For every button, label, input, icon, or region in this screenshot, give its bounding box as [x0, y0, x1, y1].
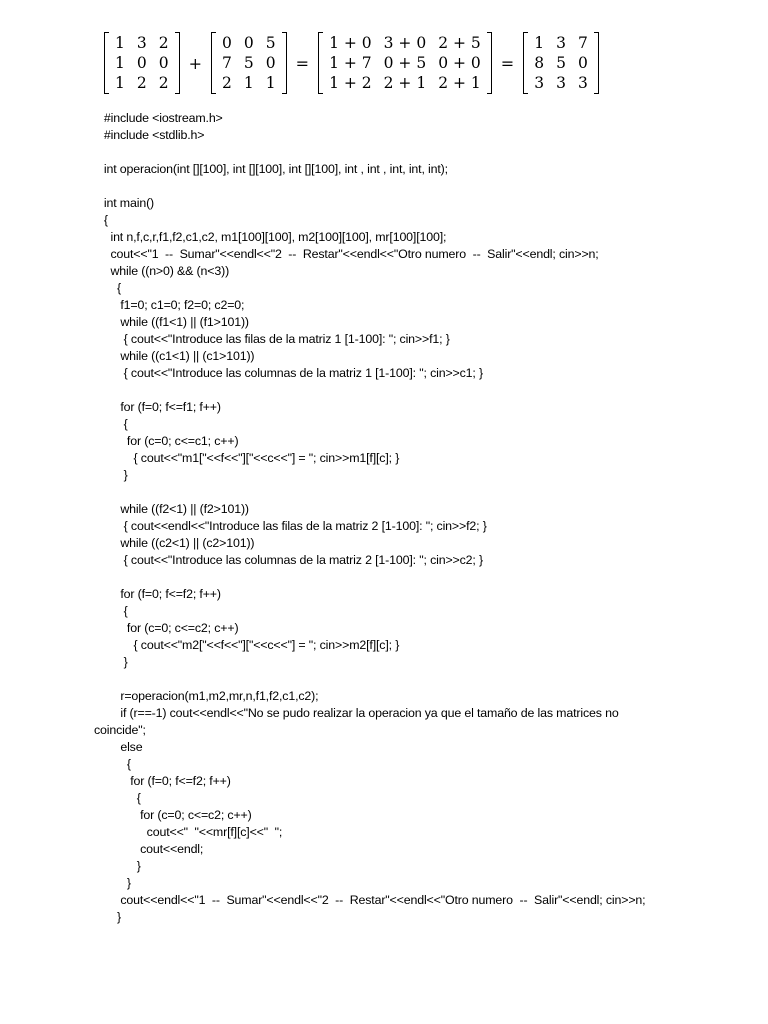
equals-operator: = — [500, 53, 515, 73]
code-line — [94, 144, 645, 161]
matrix-cell: 5 — [265, 34, 276, 52]
code-line: { cout<<endl<<"Introduce las filas de la matriz 2 [1-100]: "; cin>>f2; } — [94, 519, 487, 533]
code-line: else — [94, 740, 143, 754]
code-line: int n,f,c,r,f1,f2,c1,c2, m1[100][100], m2[100][100], mr[100][100]; — [94, 230, 447, 244]
code-line: while ((c2<1) || (c2>101)) — [94, 536, 255, 550]
code-line: int main() — [94, 196, 155, 210]
matrix-cell: 1 — [115, 54, 125, 72]
code-line: while ((f2<1) || (f2>101)) — [94, 502, 249, 516]
matrix-cell: 7 — [222, 54, 232, 72]
matrix-cell: 1 — [115, 34, 125, 52]
matrix-cell: 1 + 0 — [329, 34, 372, 52]
code-line: #include <stdlib.h> — [94, 128, 205, 142]
matrix-equation — [104, 32, 599, 94]
matrix-cell: 5 — [243, 54, 254, 72]
matrix-cell: 2 — [158, 34, 169, 52]
matrix-row — [528, 73, 594, 93]
equals-operator: = — [295, 53, 310, 73]
matrix-cell: 3 — [534, 74, 545, 92]
matrix-cell: 1 — [243, 74, 254, 92]
matrix-cell: 5 — [556, 54, 566, 72]
matrix-cell: 0 — [265, 54, 276, 72]
code-line — [94, 569, 645, 586]
code-line: for (c=0; c<=c1; c++) — [94, 434, 239, 448]
code-line: for (c=0; c<=c2; c++) — [94, 808, 252, 822]
code-line: } — [94, 876, 131, 890]
matrix-cell: 3 — [577, 74, 588, 92]
matrix-row — [109, 73, 175, 93]
matrix-row — [216, 53, 282, 73]
code-line: if (r==-1) cout<<endl<<"No se pudo realizar la operacion ya que el tamaño de las matrices no — [94, 706, 619, 720]
matrix-cell: 2 + 5 — [438, 34, 481, 52]
code-line: for (f=0; f<=f2; f++) — [94, 587, 221, 601]
matrix-cell: 1 + 2 — [329, 74, 372, 92]
code-line — [94, 671, 645, 688]
code-line: { cout<<"m2["<<f<<"]["<<c<<"] = "; cin>>m2[f][c]; } — [94, 638, 400, 652]
matrix-b — [211, 32, 287, 94]
matrix-cell: 0 — [158, 54, 169, 72]
code-line: { — [94, 417, 128, 431]
matrix-result — [523, 32, 599, 94]
matrix-cell: 3 — [556, 74, 566, 92]
code-line: { — [94, 281, 122, 295]
matrix-cell: 2 — [222, 74, 232, 92]
matrix-cell: 0 — [243, 34, 254, 52]
matrix-cell: 8 — [534, 54, 545, 72]
matrix-cell: 0 — [577, 54, 588, 72]
matrix-cell: 1 — [534, 34, 545, 52]
code-line: for (f=0; f<=f2; f++) — [94, 774, 231, 788]
matrix-row — [109, 33, 175, 53]
code-line: { cout<<"Introduce las columnas de la matriz 2 [1-100]: "; cin>>c2; } — [94, 553, 483, 567]
matrix-row — [109, 53, 175, 73]
code-line: #include <iostream.h> — [94, 111, 223, 125]
code-line: { — [94, 213, 108, 227]
matrix-cell: 0 — [136, 54, 147, 72]
code-line: cout<<"1 -- Sumar"<<endl<<"2 -- Restar"<<endl<<"Otro numero -- Salir"<<endl; cin>>n; — [94, 247, 599, 261]
code-line: cout<<endl<<"1 -- Sumar"<<endl<<"2 -- Restar"<<endl<<"Otro numero -- Salir"<<endl; cin>>n; — [94, 893, 646, 907]
code-line: } — [94, 859, 141, 873]
matrix-row — [216, 73, 282, 93]
code-line: } — [94, 655, 128, 669]
code-line: { cout<<"Introduce las filas de la matriz 1 [1-100]: "; cin>>f1; } — [94, 332, 450, 346]
code-line: for (c=0; c<=c2; c++) — [94, 621, 239, 635]
code-line: while ((f1<1) || (f1>101)) — [94, 315, 249, 329]
matrix-cell: 1 + 7 — [329, 54, 372, 72]
code-line — [94, 484, 645, 501]
matrix-cell: 3 — [136, 34, 147, 52]
matrix-a — [104, 32, 180, 94]
matrix-cell: 1 — [115, 74, 125, 92]
matrix-cell: 2 + 1 — [438, 74, 481, 92]
plus-operator: + — [188, 53, 203, 73]
matrix-cell: 2 — [136, 74, 147, 92]
code-line: } — [94, 910, 122, 924]
code-line: int operacion(int [][100], int [][100], int [][100], int , int , int, int, int); — [94, 162, 448, 176]
code-line: { — [94, 757, 131, 771]
matrix-cell: 7 — [577, 34, 588, 52]
matrix-cell: 0 + 0 — [438, 54, 481, 72]
matrix-row — [528, 33, 594, 53]
code-line — [94, 382, 645, 399]
matrix-cell: 1 — [265, 74, 276, 92]
code-line: cout<<" "<<mr[f][c]<<" "; — [94, 825, 283, 839]
matrix-cell: 3 + 0 — [383, 34, 427, 52]
code-line: while ((c1<1) || (c1>101)) — [94, 349, 255, 363]
code-line — [94, 178, 645, 195]
matrix-sum-expansion — [318, 32, 492, 94]
matrix-cell: 2 + 1 — [383, 74, 427, 92]
code-line: { — [94, 791, 141, 805]
code-line: for (f=0; f<=f1; f++) — [94, 400, 221, 414]
code-line: while ((n>0) && (n<3)) — [94, 264, 230, 278]
matrix-row — [323, 73, 487, 93]
code-line: { cout<<"Introduce las columnas de la matriz 1 [1-100]: "; cin>>c1; } — [94, 366, 483, 380]
code-line: f1=0; c1=0; f2=0; c2=0; — [94, 298, 245, 312]
matrix-row — [323, 53, 487, 73]
code-line: { cout<<"m1["<<f<<"]["<<c<<"] = "; cin>>m1[f][c]; } — [94, 451, 400, 465]
code-line: coincide"; — [94, 723, 146, 737]
matrix-row — [528, 53, 594, 73]
matrix-cell: 0 + 5 — [383, 54, 427, 72]
code-line: cout<<endl; — [94, 842, 204, 856]
matrix-cell: 0 — [222, 34, 232, 52]
matrix-cell: 2 — [158, 74, 169, 92]
code-line: { — [94, 604, 128, 618]
code-line: r=operacion(m1,m2,mr,n,f1,f2,c1,c2); — [94, 689, 319, 703]
code-line: } — [94, 468, 128, 482]
code-listing — [94, 110, 645, 926]
matrix-row — [216, 33, 282, 53]
matrix-row — [323, 33, 487, 53]
matrix-cell: 3 — [556, 34, 566, 52]
